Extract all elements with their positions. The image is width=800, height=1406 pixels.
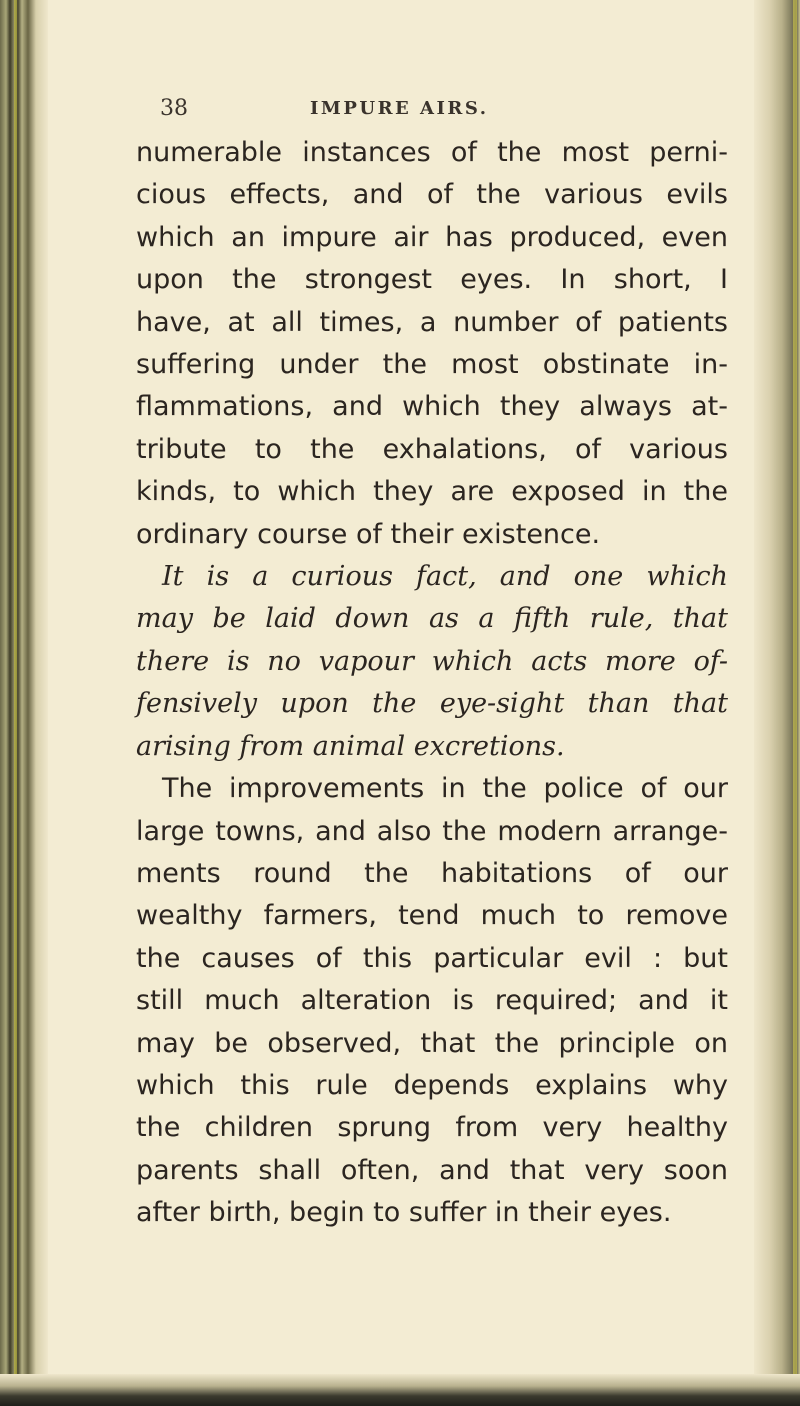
text-line: large towns, and also the modern arrange- [136, 815, 728, 847]
text-line: ments round the habitations of our [136, 857, 728, 889]
text-line: the causes of this particular evil : but [136, 942, 728, 974]
text-line: arising from animal excretions. [136, 730, 565, 762]
text-line: suffering under the most obstinate in- [136, 349, 728, 381]
text-line: kinds, to which they are exposed in the [136, 476, 728, 508]
book-page [122, 96, 742, 1229]
page-header [122, 96, 742, 136]
page-number: 38 [160, 96, 188, 121]
text-line: tribute to the exhalations, of various [136, 433, 728, 465]
text-line: ordinary course of their existence. [136, 518, 601, 550]
text-line: there is no vapour which acts more of- [136, 645, 728, 677]
text-line: may be laid down as a fifth rule, that [136, 603, 728, 635]
text-line: numerable instances of the most perni- [136, 137, 728, 168]
page-edge-bottom [0, 1374, 800, 1406]
text-line: have, at all times, a number of patients [136, 306, 728, 338]
text-line: It is a curious fact, and one which [162, 561, 728, 593]
text-line: wealthy farmers, tend much to remove [136, 900, 728, 932]
text-line: flammations, and which they always at- [136, 391, 728, 423]
text-line: upon the strongest eyes. In short, I [136, 264, 728, 296]
text-line: may be observed, that the principle on [136, 1027, 728, 1059]
paragraph-3 [136, 768, 728, 1234]
body-text [136, 132, 728, 1235]
running-head: IMPURE AIRS. [310, 98, 489, 119]
book-binding-left [0, 0, 48, 1406]
text-line: parents shall often, and that very soon [136, 1154, 728, 1186]
text-line: which this rule depends explains why [136, 1069, 728, 1101]
text-line: fensively upon the eye-sight than that [136, 688, 728, 720]
text-line: the children sprung from very healthy [136, 1112, 728, 1144]
page-edge-right [754, 0, 800, 1406]
paragraph-1 [136, 132, 728, 556]
text-line: The improvements in the police of our [162, 773, 728, 805]
text-line: cious effects, and of the various evils [136, 179, 728, 211]
paragraph-2-italic-rule [136, 556, 728, 768]
text-line: which an impure air has produced, even [136, 221, 728, 253]
text-line: still much alteration is required; and it [136, 985, 728, 1017]
text-line: after birth, begin to suffer in their eyes. [136, 1197, 672, 1229]
